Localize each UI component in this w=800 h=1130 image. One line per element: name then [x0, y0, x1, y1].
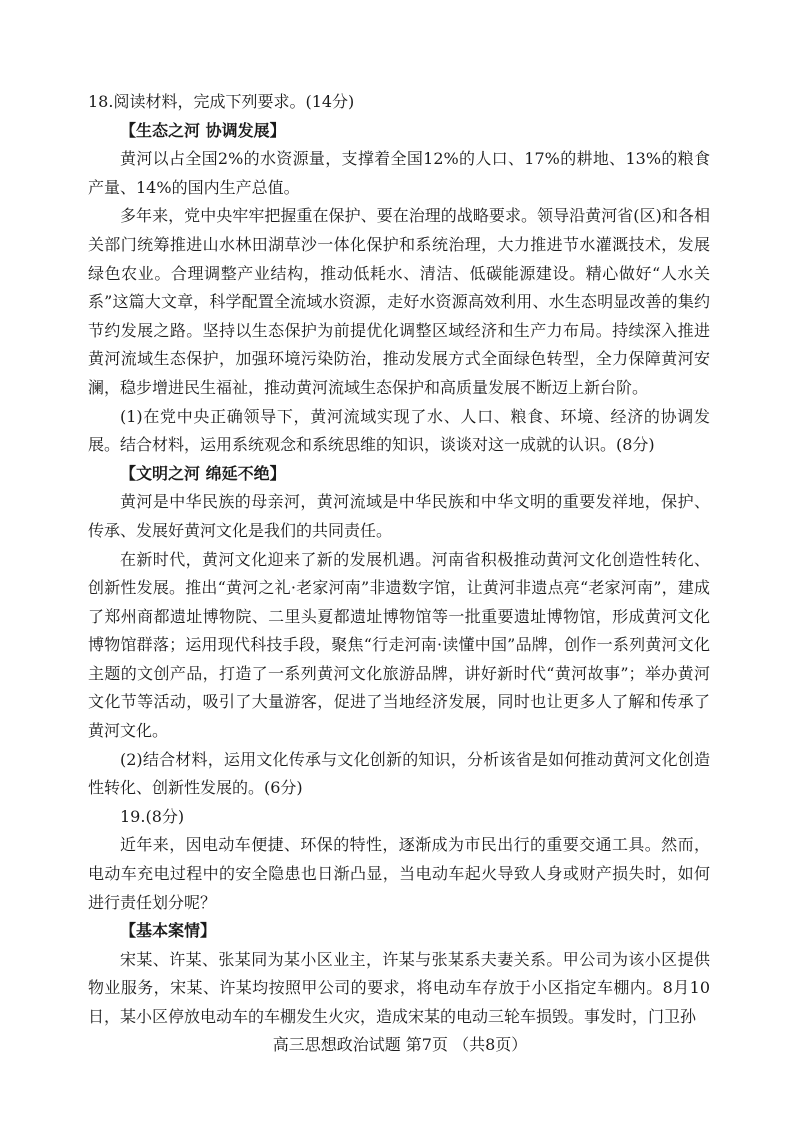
- section-heading-civilization: 【文明之河 绵延不绝】: [120, 463, 286, 483]
- paragraph: 近年来，因电动车便捷、环保的特性，逐渐成为市民出行的重要交通工具。然而，电动车充电过程中的安全隐患也日渐凸显，当电动车起火导致人身或财产损失时，如何进行责任划分呢？: [88, 835, 710, 912]
- paragraph: 多年来，党中央牢牢把握重在保护、要在治理的战略要求。领导沿黄河省(区)和各相关部门统筹推进山水林田湖草沙一体化保护和系统治理，大力推进节水灌溉技术，发展绿色农业。合理调整产业结构，推动低耗水、清洁、低碳能源建设。精心做好“人水关系”这篇大文章，科学配置全流域水资源，走好水资源高效利用、水生态明显改善的集约节约发展之路。坚持以生态保护为前提优化调整区域经济和生产力布局。持续深入推进黄河流域生态保护，加强环境污染防治，推动发展方式全面绿色转型，全力保障黄河安澜，稳步增进民生福祉，推动黄河流域生态保护和高质量发展不断迈上新台阶。: [88, 206, 710, 397]
- page-body: [88, 88, 710, 1032]
- sub-question-2: (2)结合材料，运用文化传承与文化创新的知识，分析该省是如何推动黄河文化创造性转化、创新性发展的。(6分): [88, 749, 710, 798]
- section-heading-case: 【基本案情】: [120, 921, 217, 941]
- section-heading-ecology: 【生态之河 协调发展】: [120, 120, 286, 140]
- paragraph: 黄河是中华民族的母亲河，黄河流域是中华民族和中华文明的重要发祥地，保护、传承、发展好黄河文化是我们的共同责任。: [88, 492, 710, 540]
- page-footer: 高三思想政治试题 第7页 （共8页）: [272, 1035, 528, 1054]
- paragraph: 宋某、许某、张某同为某小区业主，许某与张某系夫妻关系。甲公司为该小区提供物业服务，宋某、许某均按照甲公司的要求，将电动车存放于小区指定车棚内。8月10日，某小区停放电动车的车棚发生火灾，造成宋某的电动三轮车损毁。事发时，门卫孙: [88, 949, 710, 1026]
- sub-question-1: (1)在党中央正确领导下，黄河流域实现了水、人口、粮食、环境、经济的协调发展。结合材料，运用系统观念和系统思维的知识，谈谈对这一成就的认识。(8分): [88, 406, 710, 455]
- paragraph: 在新时代，黄河文化迎来了新的发展机遇。河南省积极推动黄河文化创造性转化、创新性发展。推出“黄河之礼·老家河南”非遗数字馆，让黄河非遗点亮“老家河南”，建成了郑州商都遗址博物院、二里头夏都遗址博物馆等一批重要遗址博物馆，形成黄河文化博物馆群落；运用现代科技手段，聚焦“行走河南·读懂中国”品牌，创作一系列黄河文化主题的文创产品，打造了一系列黄河文化旅游品牌，讲好新时代“黄河故事”；举办黄河文化节等活动，吸引了大量游客，促进了当地经济发展，同时也让更多人了解和传承了黄河文化。: [88, 549, 710, 741]
- paragraph: 黄河以占全国2%的水资源量，支撑着全国12%的人口、17%的耕地、13%的粮食产量、14%的国内生产总值。: [88, 149, 710, 197]
- question-18-title: 18.阅读材料，完成下列要求。(14分): [88, 92, 355, 111]
- question-19-title: 19.(8分): [120, 806, 185, 826]
